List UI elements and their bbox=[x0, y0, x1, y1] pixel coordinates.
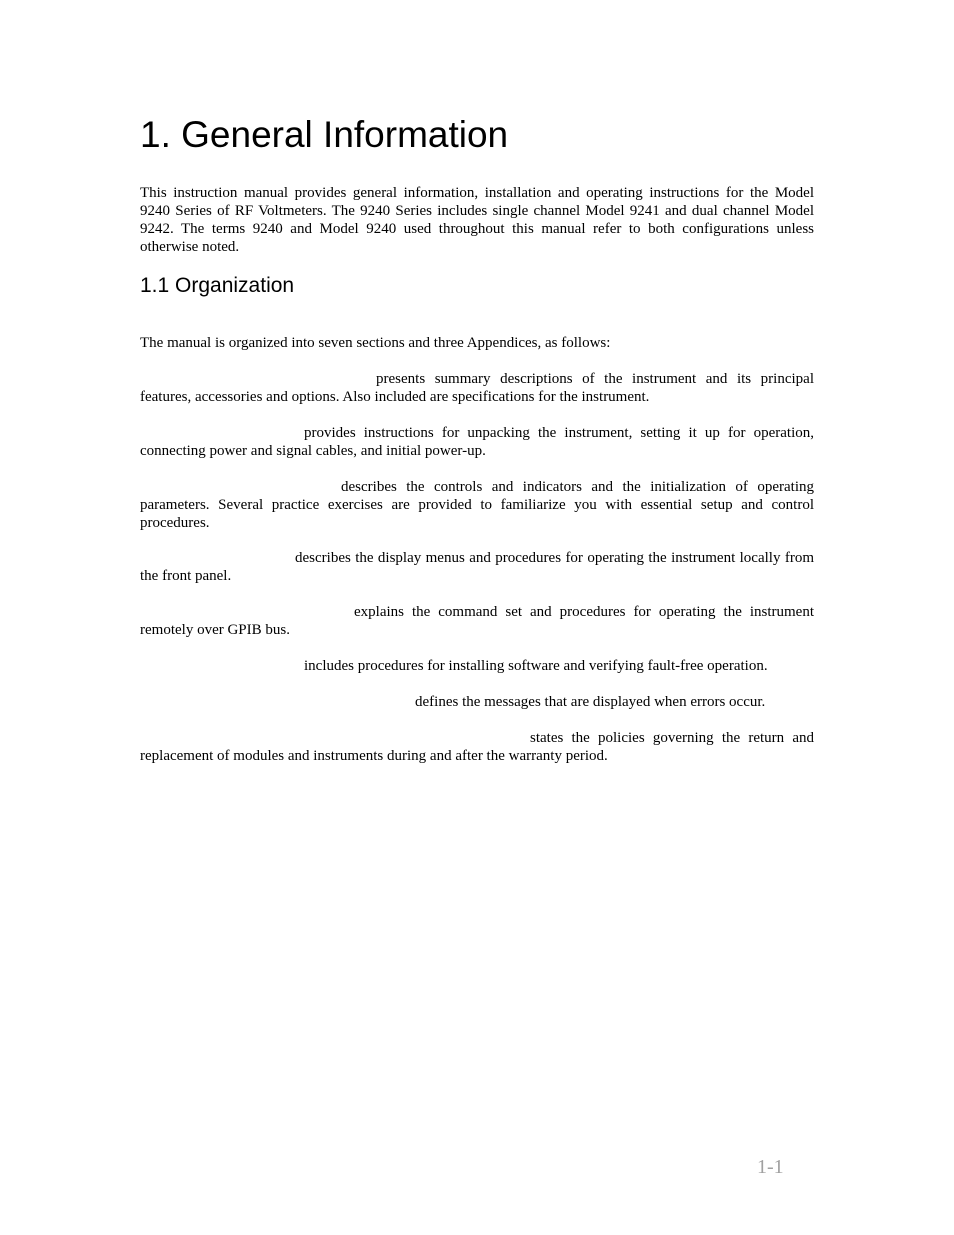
list-item bbox=[140, 657, 814, 675]
list-item-text: presents summary descriptions of the instrument and its principal features, accessories and options. Also included are specifications for the instrument. bbox=[140, 371, 814, 405]
page-number: 1-1 bbox=[757, 1156, 784, 1178]
list-item bbox=[140, 549, 814, 585]
list-item-text: provides instructions for unpacking the instrument, setting it up for operation, connecting power and signal cables, and initial power-up. bbox=[140, 425, 814, 459]
list-item-text: includes procedures for installing software and verifying fault-free operation. bbox=[304, 658, 768, 674]
organization-lead-paragraph: The manual is organized into seven sections and three Appendices, as follows: bbox=[140, 335, 611, 351]
section-heading-organization: 1.1 Organization bbox=[140, 274, 295, 297]
list-item-text: describes the controls and indicators and the initialization of operating parameters. Several practice exercises are provided to familiarize you with essential setup and control procedures. bbox=[140, 479, 814, 531]
list-item bbox=[140, 478, 814, 532]
list-item-text: defines the messages that are displayed when errors occur. bbox=[415, 694, 766, 710]
list-item-text: states the policies governing the return and replacement of modules and instruments during and after the warranty period. bbox=[140, 730, 814, 764]
list-item-text: explains the command set and procedures for operating the instrument remotely over GPIB bus. bbox=[140, 604, 814, 638]
page-title: 1. General Information bbox=[140, 114, 509, 155]
list-item bbox=[140, 693, 814, 711]
list-item bbox=[140, 729, 814, 765]
list-item-text: describes the display menus and procedures for operating the instrument locally from the front panel. bbox=[140, 550, 814, 584]
list-item bbox=[140, 603, 814, 639]
list-item bbox=[140, 424, 814, 460]
list-item bbox=[140, 370, 814, 406]
intro-paragraph: This instruction manual provides general information, installation and operating instructions for the Model 9240 Series of RF Voltmeters. The 9240 Series includes single channel Model 9241 and dual channel Model 9242. The terms 9240 and Model 9240 used throughout this manual refer to both configurations unless otherwise noted. bbox=[140, 185, 814, 255]
